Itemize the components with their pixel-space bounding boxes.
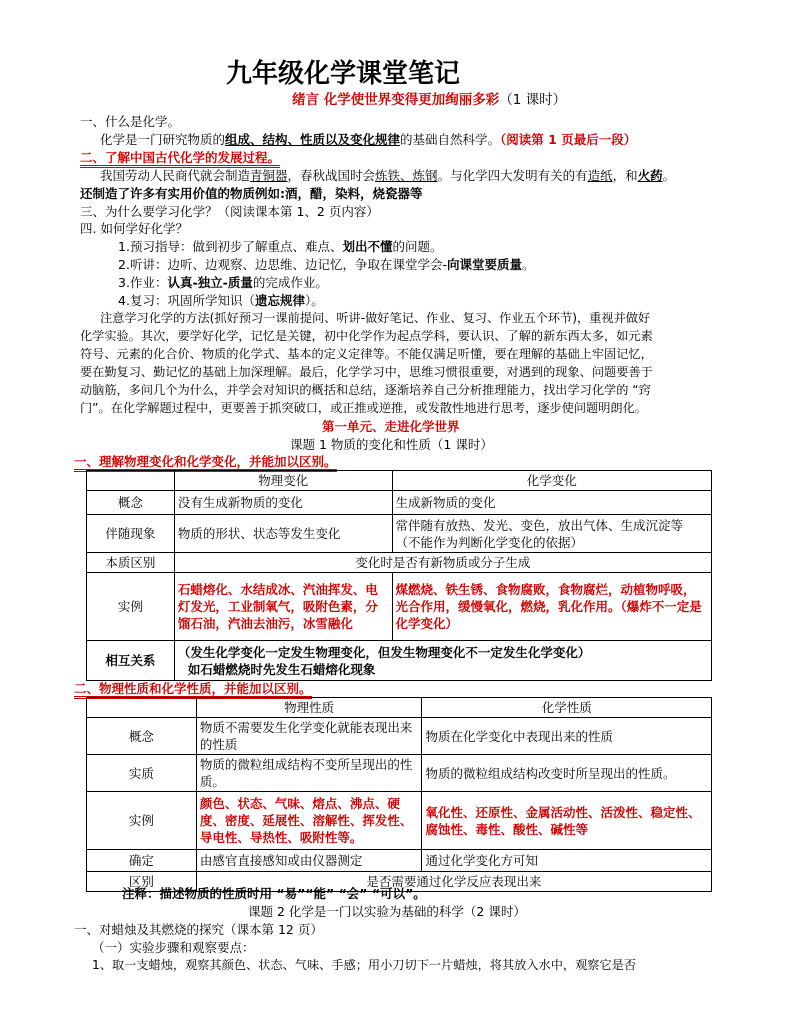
- table-row: [87, 573, 712, 641]
- table-row: [87, 698, 712, 718]
- s1-text-key: 组成、结构、性质以及变化规律: [225, 132, 401, 147]
- table-cell: 由感官直接感知或由仪器测定: [196, 850, 422, 872]
- intro-heading: [292, 92, 566, 109]
- s2-l1-e: 。: [662, 168, 676, 183]
- unit1-heading: 第一单元、走进化学世界: [322, 419, 460, 434]
- s1-read: （阅读第 1 页最后一段）: [500, 132, 637, 147]
- s2-heading-text: 二、了解中国古代化学的发展过程。: [80, 150, 280, 168]
- s4-item-key: 划出不懂: [342, 239, 393, 254]
- table-cell: [87, 471, 175, 491]
- intro-heading-text: 绪言 化学使世界变得更加绚丽多彩: [292, 92, 500, 108]
- s1-line: [100, 131, 636, 148]
- row-label: 伴随现象: [87, 515, 175, 553]
- table-physical-chemical-change: [86, 470, 712, 681]
- row-label: 区别: [87, 872, 197, 892]
- table-row: [87, 471, 712, 491]
- s4-item-4: [118, 292, 324, 309]
- s2-l1-k3: 造纸: [587, 168, 613, 183]
- s4-item-num: 4.: [118, 293, 130, 308]
- candle-subheading: （一）实验步骤和观察要点：: [92, 940, 255, 955]
- column-header: 物理性质: [196, 698, 422, 718]
- table-row: [87, 491, 712, 515]
- method-para-line: 动脑筋，多问几个为什么，并学会对知识的概括和总结，逐渐培养自己分析推理能力，找出学习化学的 “窍: [80, 383, 651, 397]
- table-cell: 变化时是否有新物质或分子生成: [174, 553, 711, 573]
- row-label: 确定: [87, 850, 197, 872]
- table-cell: 生成新物质的变化: [392, 491, 711, 515]
- s4-item-label: 预习指导：: [129, 239, 193, 254]
- table-row: [87, 718, 712, 755]
- s4-item-label: 作业：: [129, 275, 168, 290]
- s4-item-text: 做到初步了解重点、难点、: [192, 239, 343, 254]
- s4-item-label: 听讲：: [129, 257, 168, 272]
- s2-l1-a: 我国劳动人民商代就会制造: [100, 168, 251, 183]
- lesson2-heading: 课题 2 化学是一门以实验为基础的科学（2 课时）: [248, 904, 526, 919]
- table1-heading-text: 一、理解物理变化和化学变化，并能加以区别。: [74, 454, 337, 472]
- row-label: 实例: [87, 573, 175, 641]
- table-cell: 通过化学变化方可知: [422, 850, 712, 872]
- table-cell: [87, 698, 197, 718]
- candle-step-1: 1、取一支蜡烛，观察其颜色、状态、气味、手感；用小刀切下一片蜡烛，将其放入水中，观察它是否: [92, 958, 637, 972]
- table-cell: 物质的微粒组成结构改变时所呈现出的性质。: [422, 755, 712, 792]
- s3-heading: 三、为什么要学习化学？（阅读课本第 1、2 页内容）: [80, 204, 379, 219]
- note: 注释：描述物质的性质时用 “易”“能” “会” “可以”。: [122, 886, 426, 901]
- method-para-line: 化学实验。其次，要学好化学，记忆是关键，初中化学作为起点学科，要认识、了解的新东西太多，如元素: [80, 329, 653, 343]
- method-para-line: 符号、元素的化合价、物质的化学式、基本的定义定律等。不能仅满足听懂，要在理解的基础上牢固记忆，: [80, 347, 653, 361]
- s4-item-tail: 的问题。: [392, 239, 443, 254]
- relation-line-1: （发生化学变化一定发生物理变化，但发生物理变化不一定发生化学变化）: [177, 644, 591, 660]
- table-cell: 物质的形状、状态等发生变化: [174, 515, 392, 553]
- s4-item-num: 3.: [118, 275, 130, 290]
- s4-item-3: [118, 274, 328, 291]
- method-para-line: 注意学习化学的方法(抓好预习一课前提问、听讲-做好笔记、作业、复习、作业五个环节)，重视并做好: [100, 311, 651, 325]
- method-para-line: 要在勤复习、勤记忆的基础上加深理解。最后，化学学习中，思维习惯很重要，对遇到的现象、问题要善于: [80, 365, 653, 379]
- s2-heading: [80, 149, 280, 166]
- s4-item-tail: ）。: [304, 293, 324, 308]
- s4-item-2: [118, 256, 535, 273]
- method-para-line: 门”。在化学解题过程中，更要善于抓突破口，或正推或逆推，或发散性地进行思考，逐步使问题明朗化。: [80, 401, 647, 415]
- s2-l1-k4: 火药: [637, 168, 663, 183]
- s2-line1: [100, 167, 675, 184]
- s2-l1-b: ，春秋战国时会: [287, 168, 376, 183]
- table-cell: 颜色、状态、气味、熔点、沸点、硬度、密度、延展性、溶解性、挥发性、导电性、导热性、吸附性等。: [196, 792, 422, 850]
- table-cell: 物质在化学变化中表现出来的性质: [422, 718, 712, 755]
- table2-heading-text: 二、物理性质和化学性质，并能加以区别。: [74, 681, 312, 699]
- table-cell: [174, 641, 711, 681]
- s4-item-key: 遗忘规律: [254, 293, 305, 308]
- lesson1-heading: 课题 1 物质的变化和性质（1 课时）: [290, 437, 493, 452]
- row-label: 概念: [87, 491, 175, 515]
- s2-l1-k2: 炼铁、炼钢: [375, 168, 438, 183]
- s4-item-tail: 的完成作业。: [252, 275, 328, 290]
- s4-item-tail: 。: [521, 257, 535, 272]
- s1-text-b: 的基础自然科学。: [400, 132, 501, 147]
- row-label: 本质区别: [87, 553, 175, 573]
- table-row: [87, 792, 712, 850]
- row-label: 实质: [87, 755, 197, 792]
- s2-l1-c: 。与化学四大发明有关的有: [437, 168, 588, 183]
- table-cell: 氧化性、还原性、金属活动性、活泼性、稳定性、腐蚀性、毒性、酸性、碱性等: [422, 792, 712, 850]
- s4-item-1: [118, 238, 443, 255]
- s4-item-key: 向课堂要质量: [446, 257, 522, 272]
- row-label: 实例: [87, 792, 197, 850]
- s4-item-num: 2.: [118, 257, 130, 272]
- s4-item-label: 复习：: [129, 293, 168, 308]
- s2-l1-d: ，和: [612, 168, 638, 183]
- s4-item-text: 巩固所学知识（: [167, 293, 255, 308]
- candle-heading: 一、对蜡烛及其燃烧的探究（课本第 12 页）: [74, 922, 323, 937]
- relation-line-2: 如石蜡燃烧时先发生石蜡熔化现象: [187, 661, 376, 677]
- page-title: 九年级化学课堂笔记: [226, 59, 461, 89]
- s1-heading: 一、什么是化学。: [80, 114, 181, 129]
- s2-l1-k1: 青铜器: [250, 168, 288, 183]
- intro-hours: （1 课时）: [499, 92, 567, 108]
- column-header: 物理变化: [174, 471, 392, 491]
- row-label: 概念: [87, 718, 197, 755]
- s1-text-a: 化学是一门研究物质的: [100, 132, 226, 147]
- row-label: 相互关系: [87, 641, 175, 681]
- table-cell: 物质的微粒组成结构不变所呈现出的性质。: [196, 755, 422, 792]
- table-cell: 石蜡熔化、水结成冰、汽油挥发、电灯发光，工业制氧气，吸附色素，分馏石油，汽油去油污，冰雪融化: [174, 573, 392, 641]
- column-header: 化学变化: [392, 471, 711, 491]
- s4-heading: 四. 如何学好化学？: [80, 221, 188, 236]
- table-cell: 物质不需要发生化学变化就能表现出来的性质: [196, 718, 422, 755]
- table2-heading: [74, 680, 312, 697]
- s4-item-key: 认真-独立-质量: [167, 275, 253, 290]
- table-cell: 煤燃烧、铁生锈、食物腐败，食物腐烂，动植物呼吸，光合作用，缓慢氧化，燃烧，乳化作用。（爆炸不一定是化学变化）: [392, 573, 711, 641]
- table-row: [87, 553, 712, 573]
- table-row: [87, 515, 712, 553]
- table1-heading: [74, 453, 337, 470]
- table-row: [87, 641, 712, 681]
- s4-item-num: 1.: [118, 239, 130, 254]
- table-cell: 是否需要通过化学反应表现出来: [196, 872, 711, 892]
- table-physical-chemical-property: [86, 697, 712, 892]
- column-header: 化学性质: [422, 698, 712, 718]
- s2-line2: 还制造了许多有实用价值的物质例如:酒，醋，染料，烧瓷器等: [80, 186, 423, 201]
- table-row: [87, 850, 712, 872]
- table-cell: 常伴随有放热、发光、变色，放出气体、生成沉淀等（不能作为判断化学变化的依据）: [392, 515, 711, 553]
- s4-item-text: 边听、边观察、边思维、边记忆，争取在课堂学会-: [167, 257, 447, 272]
- table-cell: 没有生成新物质的变化: [174, 491, 392, 515]
- table-row: [87, 755, 712, 792]
